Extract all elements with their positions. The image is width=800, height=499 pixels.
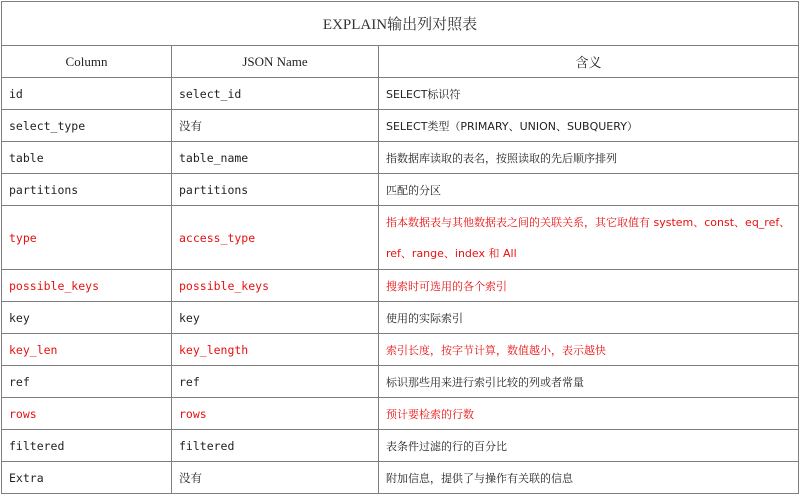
cell-meaning: SELECT标识符 (379, 78, 799, 110)
table-row (2, 302, 799, 334)
cell-json-name: possible_keys (172, 270, 379, 302)
cell-column: partitions (2, 174, 172, 206)
cell-meaning: 附加信息，提供了与操作有关联的信息 (379, 462, 799, 494)
table-header-row (2, 46, 799, 78)
cell-json-name: key (172, 302, 379, 334)
table-row (2, 334, 799, 366)
cell-json-name: table_name (172, 142, 379, 174)
cell-column: ref (2, 366, 172, 398)
cell-meaning: 匹配的分区 (379, 174, 799, 206)
cell-column: possible_keys (2, 270, 172, 302)
cell-json-name: partitions (172, 174, 379, 206)
explain-table-container (1, 1, 798, 497)
cell-meaning: SELECT类型（PRIMARY、UNION、SUBQUERY） (379, 110, 799, 142)
cell-json-name: key_length (172, 334, 379, 366)
table-row (2, 78, 799, 110)
header-json-name: JSON Name (172, 46, 379, 78)
cell-meaning: 搜索时可选用的各个索引 (379, 270, 799, 302)
cell-column: id (2, 78, 172, 110)
cell-column: filtered (2, 430, 172, 462)
cell-meaning: 表条件过滤的行的百分比 (379, 430, 799, 462)
cell-column: table (2, 142, 172, 174)
cell-json-name: select_id (172, 78, 379, 110)
cell-json-name: filtered (172, 430, 379, 462)
cell-meaning: 指数据库读取的表名，按照读取的先后顺序排列 (379, 142, 799, 174)
cell-json-name: 没有 (172, 462, 379, 494)
cell-json-name: access_type (172, 206, 379, 270)
table-row (2, 142, 799, 174)
header-meaning: 含义 (379, 46, 799, 78)
cell-column: Extra (2, 462, 172, 494)
cell-column: key (2, 302, 172, 334)
table-row (2, 430, 799, 462)
cell-column: select_type (2, 110, 172, 142)
explain-columns-table (1, 1, 799, 494)
cell-meaning: 索引长度，按字节计算，数值越小，表示越快 (379, 334, 799, 366)
cell-meaning: 标识那些用来进行索引比较的列或者常量 (379, 366, 799, 398)
table-row (2, 462, 799, 494)
table-title-row (2, 2, 799, 46)
cell-column: type (2, 206, 172, 270)
cell-meaning: 预计要检索的行数 (379, 398, 799, 430)
table-title: EXPLAIN输出列对照表 (2, 2, 799, 46)
table-row (2, 366, 799, 398)
cell-meaning: 指本数据表与其他数据表之间的关联关系，其它取值有 system、const、eq_ref、ref、range、index 和 All (379, 206, 799, 270)
table-row (2, 174, 799, 206)
table-row (2, 398, 799, 430)
cell-json-name: 没有 (172, 110, 379, 142)
cell-meaning: 使用的实际索引 (379, 302, 799, 334)
table-row (2, 206, 799, 270)
table-row (2, 110, 799, 142)
cell-json-name: ref (172, 366, 379, 398)
table-row (2, 270, 799, 302)
cell-json-name: rows (172, 398, 379, 430)
header-column: Column (2, 46, 172, 78)
cell-column: key_len (2, 334, 172, 366)
cell-column: rows (2, 398, 172, 430)
